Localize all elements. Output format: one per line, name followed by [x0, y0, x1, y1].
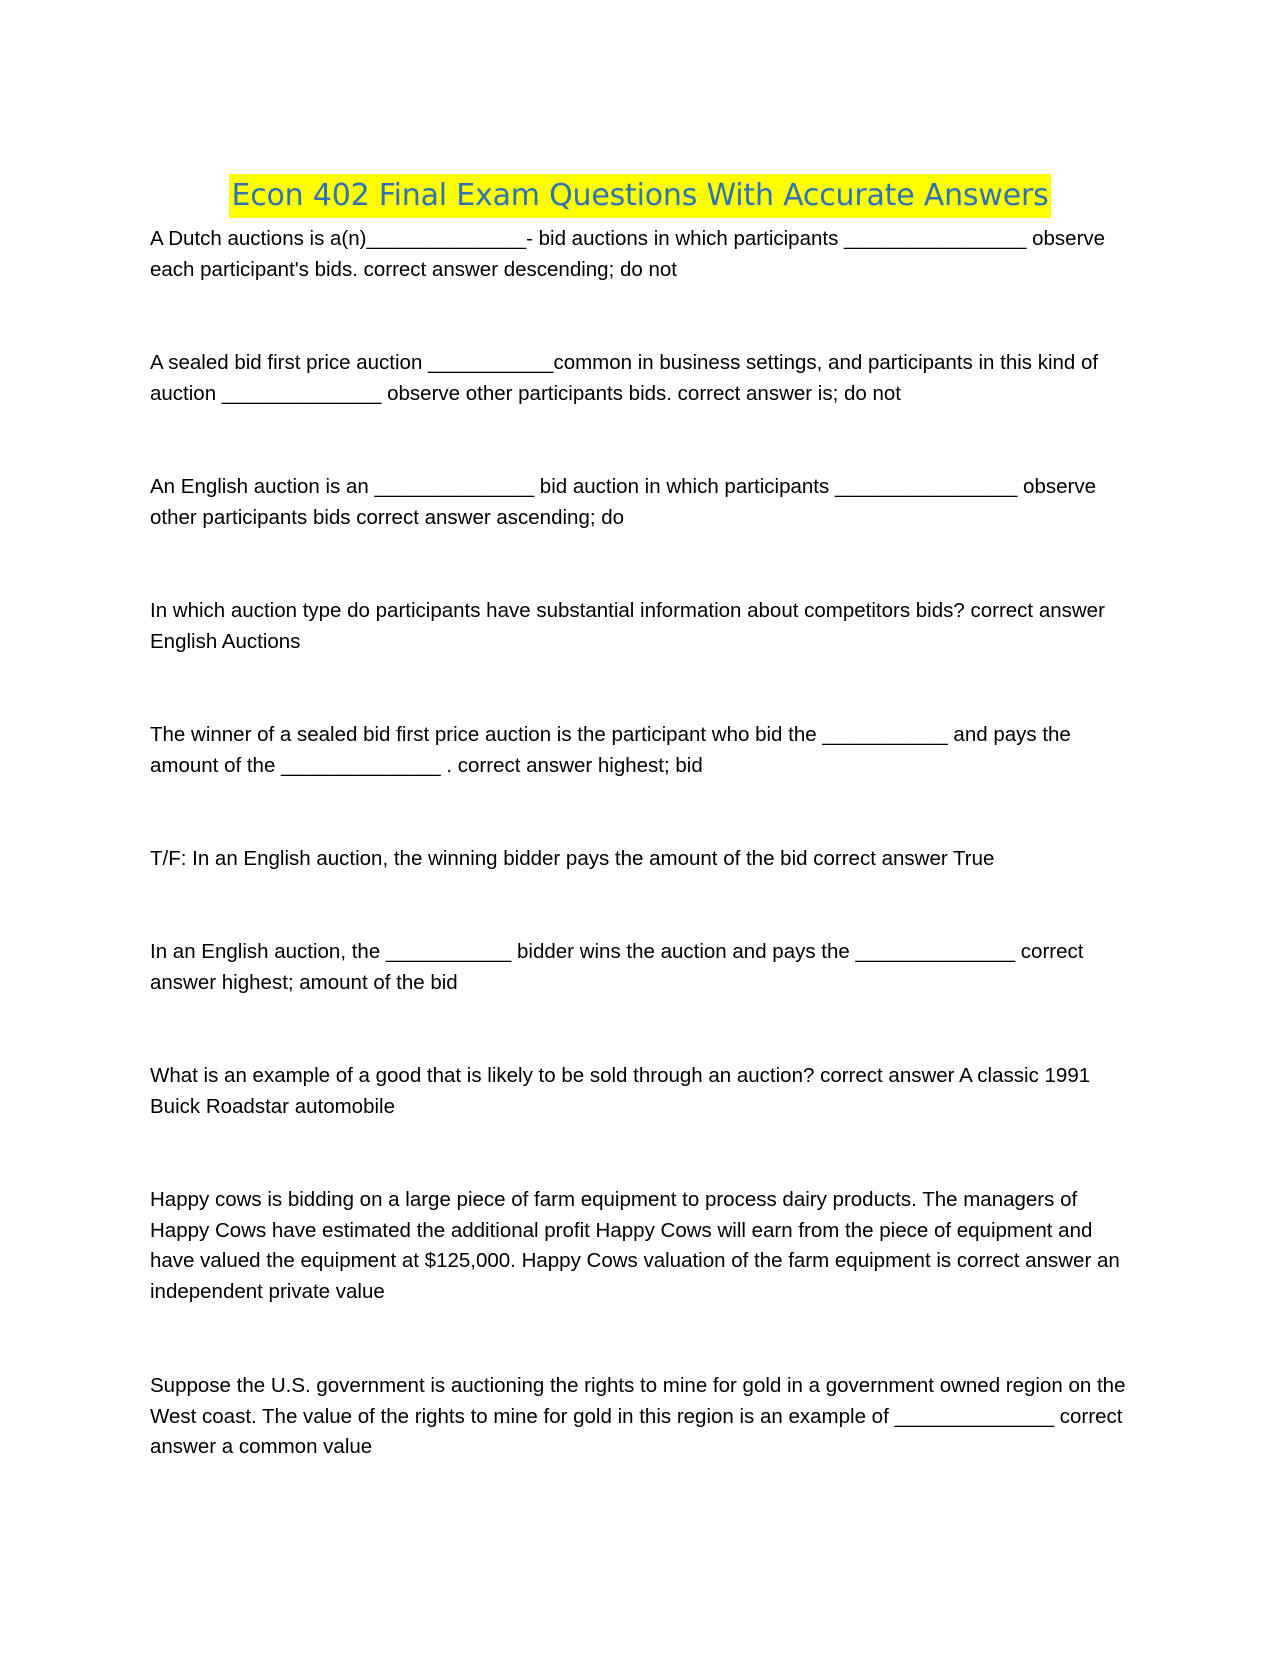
question-answer-1: A Dutch auctions is a(n)______________- bid auctions in which participants ________________ observe each participant's bids. correct answer descending; do not — [150, 227, 1106, 281]
question-answer-5: The winner of a sealed bid first price auction is the participant who bid the ___________ and pays the amount of the ______________ . correct answer highest; bid — [150, 723, 1071, 777]
question-answer-10: Suppose the U.S. government is auctioning the rights to mine for gold in a government owned region on the West coast. The value of the rights to mine for gold in this region is an example of ______________ correct answer a common value — [150, 1374, 1126, 1458]
question-answer-7: In an English auction, the ___________ bidder wins the auction and pays the ______________ correct answer highest; amount of the bid — [150, 940, 1084, 994]
title-container — [0, 174, 1280, 218]
question-answer-3: An English auction is an ______________ bid auction in which participants ________________ observe other participants bids correct answer ascending; do — [150, 475, 1096, 529]
document-title: Econ 402 Final Exam Questions With Accurate Answers — [229, 174, 1050, 218]
question-answer-4: In which auction type do participants have substantial information about competitors bids? correct answer English Auctions — [150, 599, 1105, 653]
question-answer-6: T/F: In an English auction, the winning bidder pays the amount of the bid correct answer True — [150, 847, 995, 870]
question-answer-8: What is an example of a good that is likely to be sold through an auction? correct answer A classic 1991 Buick Roadstar automobile — [150, 1064, 1091, 1118]
question-answer-2: A sealed bid first price auction ___________common in business settings, and participants in this kind of auction ______________ observe other participants bids. correct answer is; do not — [150, 351, 1099, 405]
question-answer-9: Happy cows is bidding on a large piece of farm equipment to process dairy products. The managers of Happy Cows have estimated the additional profit Happy Cows will earn from the piece of equipment and have valued the equipment at $125,000. Happy Cows valuation of the farm equipment is correct answer an independent private value — [150, 1188, 1120, 1303]
